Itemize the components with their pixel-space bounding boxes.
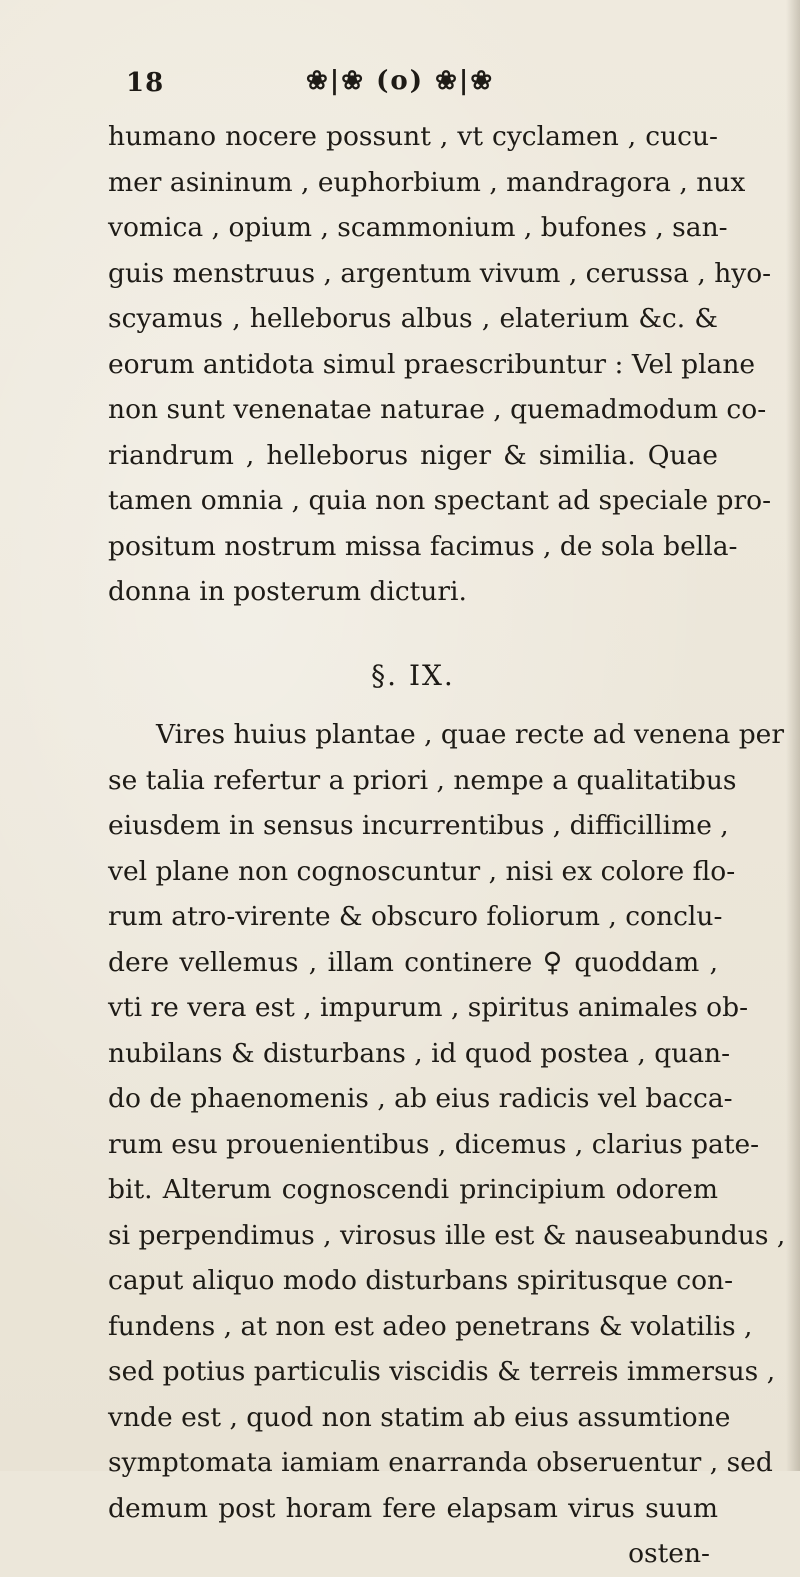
text-line: riandrum , helleborus niger & similia. Quae: [108, 439, 718, 471]
text-line: non sunt venenatae naturae , quemadmodum co-: [108, 394, 767, 425]
text-line: Vires huius plantae , quae recte ad venena per: [156, 719, 785, 750]
text-line: rum atro-virente & obscuro foliorum , conclu-: [108, 901, 723, 932]
page-header: [126, 66, 746, 106]
text-line: vomica , opium , scammonium , bufones , san-: [108, 212, 728, 243]
text-line: tamen omnia , quia non spectant ad speciale pro-: [108, 485, 772, 516]
section-heading: §. IX.: [371, 658, 455, 692]
text-line: vel plane non cognoscuntur , nisi ex colore flo-: [108, 855, 736, 887]
text-line: se talia refertur a priori , nempe a qualitatibus: [108, 764, 737, 796]
text-line: scyamus , helleborus albus , elaterium &c. &: [108, 303, 718, 334]
paragraph-2: [108, 712, 786, 1531]
text-line: demum post horam fere elapsam virus suum: [108, 1492, 718, 1524]
text-line: vnde est , quod non statim ab eius assumtione: [108, 1401, 731, 1433]
text-line: fundens , at non est adeo penetrans & volatilis ,: [108, 1310, 753, 1342]
text-line: si perpendimus , virosus ille est & nauseabundus ,: [108, 1219, 786, 1251]
text-line: vti re vera est , impurum , spiritus animales ob-: [108, 992, 749, 1023]
text-line: bit. Alterum cognoscendi principium odorem: [108, 1174, 718, 1205]
text-line: humano nocere possunt , vt cyclamen , cucu-: [108, 121, 718, 152]
text-line: nubilans & disturbans , id quod postea , quan-: [108, 1037, 731, 1069]
text-line: guis menstruus , argentum vivum , cerussa , hyo-: [108, 257, 772, 289]
text-line: symptomata iamiam enarranda obseruentur , sed: [108, 1447, 773, 1478]
page-edge-shadow: [786, 0, 800, 1471]
catchword: osten-: [628, 1538, 710, 1569]
text-line: donna in posterum dicturi.: [108, 576, 467, 607]
text-line: eiusdem in sensus incurrentibus , difficillime ,: [108, 810, 729, 841]
page-body: [108, 114, 786, 1577]
header-ornament: ❀|❀ (o) ❀|❀: [306, 66, 495, 96]
text-line: caput aliquo modo disturbans spiritusque con-: [108, 1265, 734, 1296]
text-line: positum nostrum missa facimus , de sola bella-: [108, 530, 738, 562]
text-line: sed potius particulis viscidis & terreis immersus ,: [108, 1356, 776, 1387]
text-line: do de phaenomenis , ab eius radicis vel bacca-: [108, 1083, 733, 1114]
text-line: eorum antidota simul praescribuntur : Vel plane: [108, 348, 756, 380]
text-line: dere vellemus , illam continere ♀ quoddam ,: [108, 946, 718, 978]
page-number: 18: [126, 68, 165, 98]
paragraph-1: [108, 114, 772, 615]
text-line: rum esu prouenientibus , dicemus , clarius pate-: [108, 1128, 760, 1160]
text-line: mer asininum , euphorbium , mandragora , nux: [108, 166, 746, 198]
